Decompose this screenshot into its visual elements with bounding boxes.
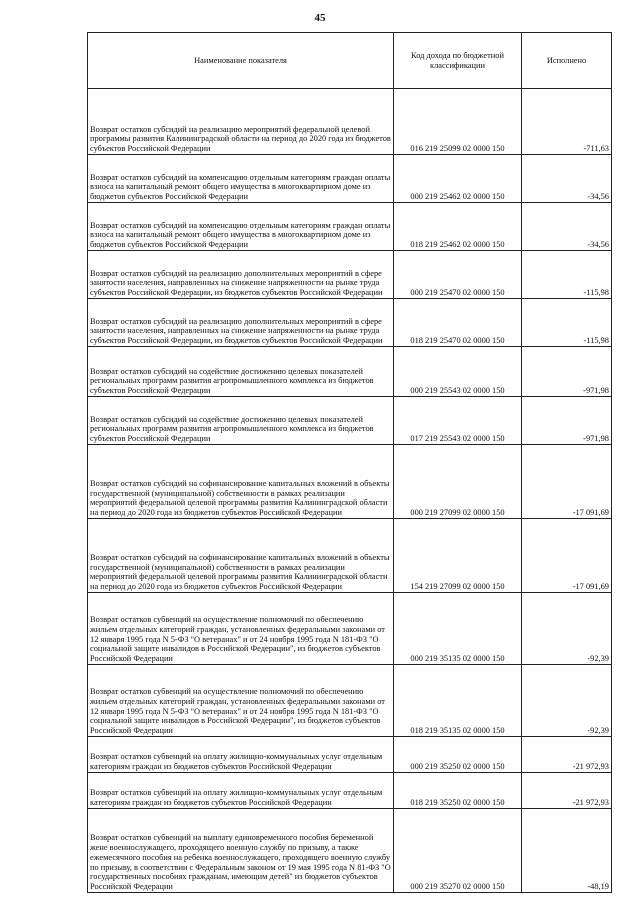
row-name: Возврат остатков субсидий на содействие достижению целевых показателей региональных программ развития агропромышленного комплекса из бюджетов субъектов Российской Федерации <box>88 347 394 397</box>
table-row <box>88 519 612 593</box>
row-value: -48,19 <box>522 809 612 893</box>
row-value: -92,39 <box>522 665 612 737</box>
row-code: 017 219 25543 02 0000 150 <box>394 397 522 445</box>
row-code: 000 219 25462 02 0000 150 <box>394 155 522 203</box>
table-row <box>88 445 612 519</box>
row-name: Возврат остатков субвенций на выплату единовременного пособия беременной жене военнослужащего, проходящего военную службу по призыву, а также ежемесячного пособия на ребенка военнослужащего, проходящего военную службу по призыву, в соответствии с Федеральным законом от 19 мая 1995 года N 81-ФЗ "О государственных пособиях гражданам, имеющим детей" из бюджетов субъектов Российской Федерации <box>88 809 394 893</box>
revenue-table <box>87 32 612 893</box>
row-name: Возврат остатков субсидий на реализацию дополнительных мероприятий в сфере занятости населения, направленных на снижение напряженности на рынке труда субъектов Российской Федерации, из бюджетов субъектов Российской Федерации <box>88 251 394 299</box>
row-code: 000 219 25543 02 0000 150 <box>394 347 522 397</box>
row-name: Возврат остатков субвенций на осуществление полномочий по обеспечению жильем отдельных категорий граждан, установленных федеральными законами от 12 января 1995 года N 5-ФЗ "О ветеранах" и от 24 ноября 1995 года N 181-ФЗ "О социальной защите инвалидов в Российской Федерации", из бюджетов субъектов Российской Федерации <box>88 593 394 665</box>
row-code: 000 219 35250 02 0000 150 <box>394 737 522 773</box>
row-name: Возврат остатков субсидий на реализацию мероприятий федеральной целевой программы развития Калининградской области на период до 2020 года из бюджетов субъектов Российской Федерации <box>88 89 394 155</box>
row-value: -711,63 <box>522 89 612 155</box>
header-value: Исполнено <box>522 33 612 89</box>
row-code: 018 219 25462 02 0000 150 <box>394 203 522 251</box>
table-row <box>88 773 612 809</box>
row-value: -115,98 <box>522 251 612 299</box>
row-value: -21 972,93 <box>522 737 612 773</box>
row-code: 016 219 25099 02 0000 150 <box>394 89 522 155</box>
row-name: Возврат остатков субсидий на реализацию дополнительных мероприятий в сфере занятости населения, направленных на снижение напряженности на рынке труда субъектов Российской Федерации, из бюджетов субъектов Российской Федерации <box>88 299 394 347</box>
table-row <box>88 593 612 665</box>
table-row <box>88 203 612 251</box>
row-value: -971,98 <box>522 347 612 397</box>
row-code: 000 219 35270 02 0000 150 <box>394 809 522 893</box>
row-code: 018 219 25470 02 0000 150 <box>394 299 522 347</box>
row-value: -17 091,69 <box>522 445 612 519</box>
table-row <box>88 809 612 893</box>
row-name: Возврат остатков субвенций на оплату жилищно-коммунальных услуг отдельным категориям граждан из бюджетов субъектов Российской Федерации <box>88 737 394 773</box>
row-code: 018 219 35250 02 0000 150 <box>394 773 522 809</box>
header-name: Наименование показателя <box>88 33 394 89</box>
table-header-row <box>88 33 612 89</box>
table-row <box>88 737 612 773</box>
row-value: -92,39 <box>522 593 612 665</box>
row-value: -34,56 <box>522 155 612 203</box>
table-row <box>88 347 612 397</box>
row-code: 000 219 25470 02 0000 150 <box>394 251 522 299</box>
table-row <box>88 89 612 155</box>
row-name: Возврат остатков субвенций на оплату жилищно-коммунальных услуг отдельным категориям граждан из бюджетов субъектов Российской Федерации <box>88 773 394 809</box>
row-value: -21 972,93 <box>522 773 612 809</box>
page-number: 45 <box>314 12 326 24</box>
row-name: Возврат остатков субсидий на софинансирование капитальных вложений в объекты государственной (муниципальной) собственности в рамках реализации мероприятий федеральной целевой программы развития Калининградской области на период до 2020 года из бюджетов субъектов Российской Федерации <box>88 445 394 519</box>
row-value: -17 091,69 <box>522 519 612 593</box>
row-value: -34,56 <box>522 203 612 251</box>
row-code: 000 219 35135 02 0000 150 <box>394 593 522 665</box>
row-name: Возврат остатков субсидий на компенсацию отдельным категориям граждан оплаты взноса на капитальный ремонт общего имущества в многоквартирном доме из бюджетов субъектов Российской Федерации <box>88 203 394 251</box>
row-code: 018 219 35135 02 0000 150 <box>394 665 522 737</box>
row-name: Возврат остатков субвенций на осуществление полномочий по обеспечению жильем отдельных категорий граждан, установленных федеральными законами от 12 января 1995 года N 5-ФЗ "О ветеранах" и от 24 ноября 1995 года N 181-ФЗ "О социальной защите инвалидов в Российской Федерации", из бюджетов субъектов Российской Федерации <box>88 665 394 737</box>
table-row <box>88 665 612 737</box>
table-row <box>88 155 612 203</box>
row-value: -971,98 <box>522 397 612 445</box>
row-code: 154 219 27099 02 0000 150 <box>394 519 522 593</box>
row-name: Возврат остатков субсидий на содействие достижению целевых показателей региональных программ развития агропромышленного комплекса из бюджетов субъектов Российской Федерации <box>88 397 394 445</box>
table-row <box>88 251 612 299</box>
table-row <box>88 299 612 347</box>
row-name: Возврат остатков субсидий на софинансирование капитальных вложений в объекты государственной (муниципальной) собственности в рамках реализации мероприятий федеральной целевой программы развития Калининградской области на период до 2020 года из бюджетов субъектов Российской Федерации <box>88 519 394 593</box>
row-code: 000 219 27099 02 0000 150 <box>394 445 522 519</box>
header-code: Код дохода по бюджетной классификации <box>394 33 522 89</box>
table-row <box>88 397 612 445</box>
row-name: Возврат остатков субсидий на компенсацию отдельным категориям граждан оплаты взноса на капитальный ремонт общего имущества в многоквартирном доме из бюджетов субъектов Российской Федерации <box>88 155 394 203</box>
row-value: -115,98 <box>522 299 612 347</box>
